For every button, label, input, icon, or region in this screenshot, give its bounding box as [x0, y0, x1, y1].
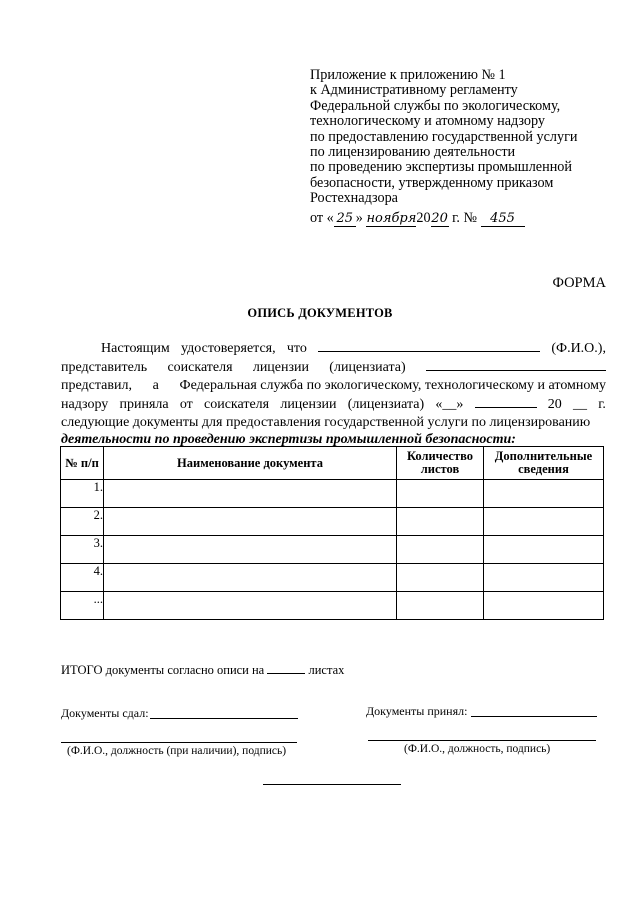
- activity-type: деятельности по проведению экспертизы промышленной безопасности:: [61, 432, 516, 448]
- received-signature-line[interactable]: [368, 740, 596, 741]
- word: удостоверяется,: [181, 341, 276, 356]
- header-line: по проведению экспертизы промышленной: [310, 159, 572, 176]
- word: от: [179, 397, 193, 413]
- documents-table: [60, 446, 604, 620]
- year-label: г.: [452, 209, 460, 226]
- handed-over-signature-line[interactable]: [61, 742, 297, 743]
- handed-over-line[interactable]: [150, 718, 298, 719]
- sheet-count-cell[interactable]: [397, 508, 484, 536]
- word: приняла: [119, 397, 169, 413]
- row-number: 4.: [61, 564, 104, 592]
- row-number: 3.: [61, 536, 104, 564]
- header-line: Приложение к приложению № 1: [310, 67, 506, 83]
- word: соискателя: [167, 360, 233, 376]
- document-name-cell[interactable]: [104, 536, 397, 564]
- word: что: [286, 341, 307, 356]
- additional-info-cell[interactable]: [484, 480, 604, 508]
- total-line: [61, 662, 344, 678]
- total-suffix: листах: [308, 663, 345, 677]
- word: лицензии: [280, 397, 337, 413]
- col-additional-info: Дополнительные сведения: [484, 447, 604, 480]
- word: Настоящим: [101, 341, 170, 356]
- table-row: [61, 508, 604, 536]
- word: представил,: [61, 377, 132, 393]
- total-prefix: ИТОГО документы согласно описи на: [61, 663, 265, 677]
- col-document-name: Наименование документа: [104, 447, 397, 480]
- table-header-row: [61, 447, 604, 480]
- table-row: [61, 564, 604, 592]
- line-text: следующие документы для предоставления государственной услуги по лицензированию: [61, 414, 591, 430]
- received-label: Документы принял:: [366, 704, 468, 718]
- word: Федеральная служба по экологическому, технологическому и атомному: [179, 377, 606, 393]
- applicant-field[interactable]: [426, 357, 606, 371]
- additional-info-cell[interactable]: [484, 536, 604, 564]
- document-name-cell[interactable]: [104, 480, 397, 508]
- forma-label: ФОРМА: [552, 275, 606, 291]
- header-line: Федеральной службы по экологическому,: [310, 97, 561, 114]
- order-year: 20: [431, 210, 448, 226]
- word: г.: [598, 397, 606, 413]
- header-line: технологическому и атомному надзору: [310, 113, 545, 130]
- word: 20: [547, 397, 562, 413]
- received-line[interactable]: [471, 716, 597, 717]
- sheet-count-cell[interactable]: [397, 592, 484, 620]
- row-number: ...: [61, 592, 104, 620]
- row-number: 1.: [61, 480, 104, 508]
- header-line: по предоставлению государственной услуги: [310, 128, 578, 145]
- certification-paragraph: [61, 338, 606, 448]
- order-day: 25: [334, 211, 356, 227]
- approval-header: [310, 68, 610, 227]
- additional-info-cell[interactable]: [484, 592, 604, 620]
- fio-field[interactable]: [318, 338, 540, 352]
- document-name-cell[interactable]: [104, 508, 397, 536]
- additional-info-cell[interactable]: [484, 508, 604, 536]
- header-line: Ростехнадзора: [310, 190, 398, 207]
- header-line: к Административному регламенту: [310, 82, 518, 99]
- word: а: [152, 377, 159, 393]
- document-name-cell[interactable]: [104, 592, 397, 620]
- order-number: 455: [481, 211, 525, 227]
- sheet-count-cell[interactable]: [397, 564, 484, 592]
- word: соискателя: [203, 397, 270, 413]
- word: (лицензиата): [347, 397, 425, 413]
- word: надзору: [61, 397, 109, 413]
- bottom-line: [263, 784, 401, 785]
- sheet-count-cell[interactable]: [397, 480, 484, 508]
- date-month-field[interactable]: [475, 394, 537, 408]
- col-sheet-count: Количество листов: [397, 447, 484, 480]
- word: (лицензиата): [329, 360, 406, 376]
- additional-info-cell[interactable]: [484, 564, 604, 592]
- word: представитель: [61, 360, 148, 376]
- document-name-cell[interactable]: [104, 564, 397, 592]
- header-line: безопасности, утвержденному приказом: [310, 174, 554, 191]
- header-line: по лицензированию деятельности: [310, 144, 516, 161]
- total-sheets-field[interactable]: [267, 662, 305, 674]
- handed-over-caption: (Ф.И.О., должность (при наличии), подпись): [67, 745, 287, 757]
- handed-over-label: Документы сдал:: [61, 706, 149, 720]
- number-label: №: [463, 209, 477, 226]
- date-year-field: __: [573, 397, 588, 413]
- quote-close: »: [355, 209, 363, 226]
- date-day-field: «__»: [435, 397, 464, 413]
- order-date-line: [310, 211, 610, 227]
- col-number: № п/п: [61, 447, 104, 480]
- sheet-count-cell[interactable]: [397, 536, 484, 564]
- date-prefix: от «: [310, 209, 334, 226]
- received-caption: (Ф.И.О., должность, подпись): [404, 743, 551, 755]
- table-row: [61, 480, 604, 508]
- document-title: ОПИСЬ ДОКУМЕНТОВ: [247, 306, 393, 320]
- table-row: [61, 536, 604, 564]
- row-number: 2.: [61, 508, 104, 536]
- year-prefix: 20: [416, 209, 431, 226]
- order-month: ноября: [366, 210, 417, 226]
- word: (Ф.И.О.),: [551, 341, 606, 356]
- word: лицензии: [252, 360, 310, 376]
- table-row: [61, 592, 604, 620]
